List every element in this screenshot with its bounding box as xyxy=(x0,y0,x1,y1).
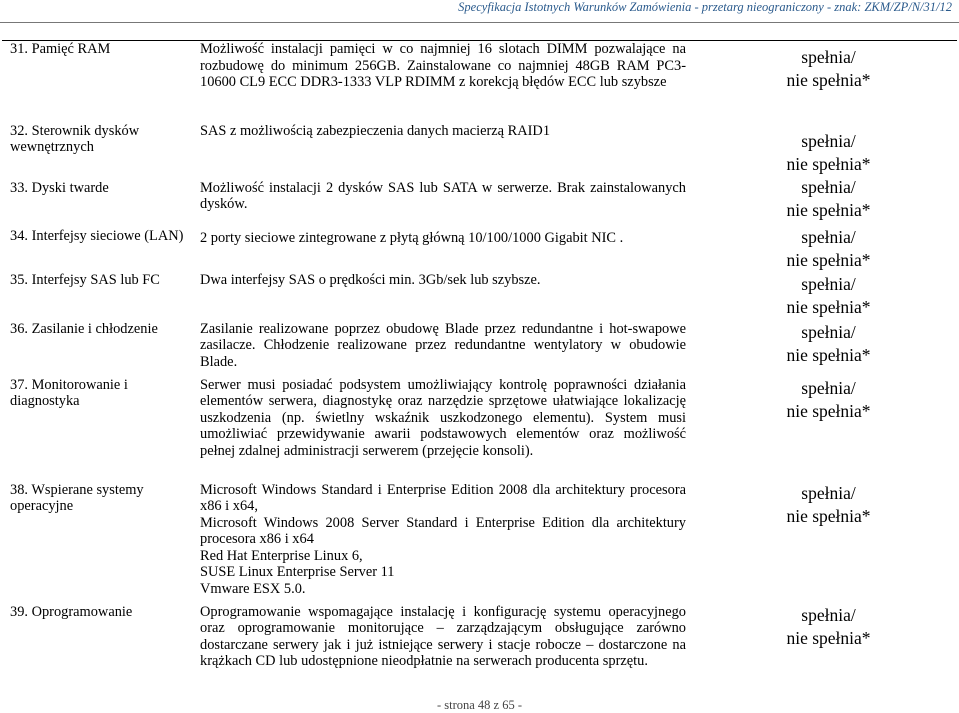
table-row xyxy=(2,480,957,602)
status-not-complies: nie spełnia* xyxy=(786,70,871,90)
requirement-name: 39. Oprogramowanie xyxy=(10,603,133,620)
table-row xyxy=(2,222,957,272)
requirement-description: Dwa interfejsy SAS o prędkości min. 3Gb/sek lub szybsze. xyxy=(200,271,541,288)
status-complies: spełnia/ xyxy=(801,604,856,625)
requirement-description: SAS z możliwością zabezpieczenia danych macierzą RAID1 xyxy=(200,122,551,139)
compliance-status xyxy=(692,480,957,602)
status-not-complies: nie spełnia* xyxy=(786,199,871,220)
requirement-name: 36. Zasilanie i chłodzenie xyxy=(10,320,158,337)
os-line: Vmware ESX 5.0. xyxy=(200,580,306,597)
specification-table xyxy=(2,40,957,692)
os-line: SUSE Linux Enterprise Server 11 xyxy=(200,564,395,580)
requirement-description: Możliwość instalacji pamięci w co najmniej 16 slotach DIMM pozwalające na rozbudowę do minimum 256GB. Zainstalowane co najmniej 48GB RAM PC3-10600 CL9 ECC DDR3-1333 VLP RDIMM z korekcją błędów ECC lub szybsze xyxy=(192,41,692,121)
compliance-status xyxy=(692,41,957,121)
header-divider xyxy=(0,22,959,23)
table-row xyxy=(2,319,957,375)
os-line: Red Hat Enterprise Linux 6, xyxy=(200,547,363,564)
requirement-name: 32. Sterownik dysków wewnętrznych xyxy=(10,122,140,155)
status-not-complies: nie spełnia* xyxy=(786,627,871,648)
requirement-description: Możliwość instalacji 2 dysków SAS lub SATA w serwerze. Brak zainstalowanych dysków. xyxy=(200,179,686,212)
table-row xyxy=(2,41,957,121)
requirement-description: Serwer musi posiadać podsystem umożliwiający kontrolę poprawności działania elementów serwera, diagnostykę oraz narzędzie sprzętowe ułatwiające lokalizację uszkodzenia (np. świetlny wskaźnik uszkodzonego elementu). System musi umożliwiać przewidywanie awarii podstawowych elementów oraz możliwość pełnej zdalnej administracji serwerem (przejęcie konsoli). xyxy=(200,376,686,459)
requirement-name: 31. Pamięć RAM xyxy=(2,41,192,121)
compliance-status xyxy=(692,121,957,176)
table-row xyxy=(2,272,957,319)
requirement-name: 33. Dyski twarde xyxy=(10,179,109,196)
table-row xyxy=(2,121,957,176)
status-complies: spełnia/ xyxy=(801,130,856,151)
status-complies: spełnia/ xyxy=(801,273,856,294)
status-not-complies: nie spełnia* xyxy=(786,400,871,421)
status-complies: spełnia/ xyxy=(801,377,856,398)
status-not-complies: nie spełnia* xyxy=(786,249,871,270)
status-complies: spełnia/ xyxy=(801,226,856,247)
status-not-complies: nie spełnia* xyxy=(786,505,871,526)
table-row xyxy=(2,602,957,692)
compliance-status xyxy=(692,222,957,272)
status-complies: spełnia/ xyxy=(801,321,856,342)
compliance-status xyxy=(692,272,957,319)
status-not-complies: nie spełnia* xyxy=(786,296,871,317)
requirement-name: 34. Interfejsy sieciowe (LAN) xyxy=(10,227,184,244)
requirement-description xyxy=(192,480,692,602)
document-header: Specyfikacja Istotnych Warunków Zamówienia - przetarg nieograniczony - znak: ZKM/ZP/N/31/12 xyxy=(458,0,952,14)
status-not-complies: nie spełnia* xyxy=(786,153,871,174)
requirement-name: 35. Interfejsy SAS lub FC xyxy=(10,271,160,288)
requirement-name: 38. Wspierane systemy operacyjne xyxy=(10,481,144,514)
compliance-status xyxy=(692,375,957,480)
compliance-status xyxy=(692,602,957,692)
table-row xyxy=(2,375,957,480)
requirement-description: Oprogramowanie wspomagające instalację i konfigurację systemu operacyjnego oraz oprogramowanie monitorujące – zarządzającym obsługujące zarówno dostarczane serwery jak i już istniejące serwery i stacje robocze – dostarczone na krążkach CD lub udostępnione nieodpłatnie na serwerach producenta sprzętu. xyxy=(200,603,686,669)
requirement-description: 2 porty sieciowe zintegrowane z płytą główną 10/100/1000 Gigabit NIC . xyxy=(200,229,624,246)
os-line: Microsoft Windows Standard i Enterprise Edition 2008 dla architektury procesora x86 i x64, xyxy=(200,481,686,514)
os-line: Microsoft Windows 2008 Server Standard i Enterprise Edition dla architektury procesora x86 i x64 xyxy=(200,514,686,547)
table-row xyxy=(2,176,957,222)
compliance-status xyxy=(692,176,957,222)
requirement-name: 37. Monitorowanie i diagnostyka xyxy=(10,376,128,409)
status-complies: spełnia/ xyxy=(801,176,856,197)
page-number: - strona 48 z 65 - xyxy=(436,698,523,712)
status-complies: spełnia/ xyxy=(801,47,856,67)
requirement-description: Zasilanie realizowane poprzez obudowę Blade przez redundantne i hot-swapowe zasilacze. Chłodzenie realizowane przez redundantne wentylatory w obudowie Blade. xyxy=(200,320,686,370)
status-complies: spełnia/ xyxy=(801,482,856,503)
compliance-status xyxy=(692,319,957,375)
status-not-complies: nie spełnia* xyxy=(786,344,871,365)
